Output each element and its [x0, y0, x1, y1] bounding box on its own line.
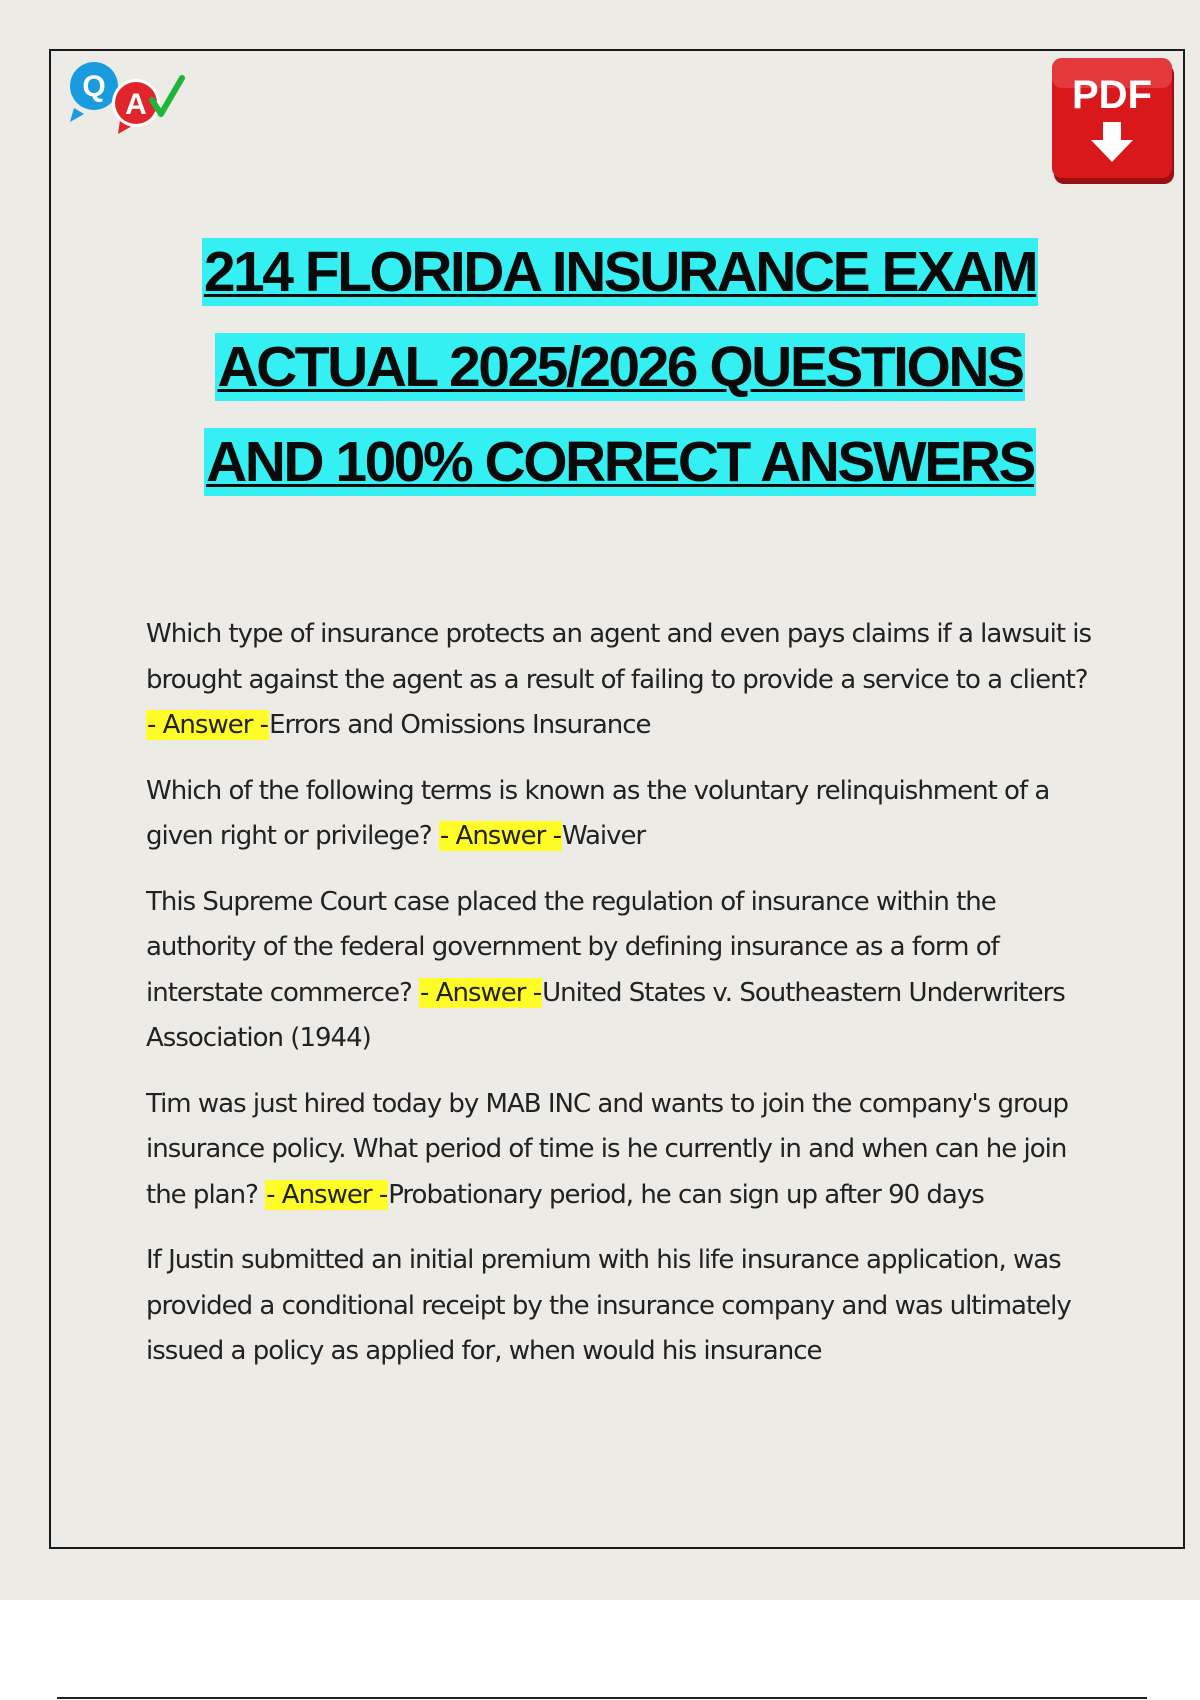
answer-marker: - Answer - [420, 977, 542, 1008]
logo-letter-a: A [125, 88, 147, 121]
question-text: If Justin submitted an initial premium with his life insurance application, was provided a conditional receipt by the insurance company and was ultimately issued a policy as applied for, when would his insurance [146, 1245, 1071, 1366]
question-text: This Supreme Court case placed the regulation of insurance within the authority of the federal government by defining insurance as a form of interstate commerce? [146, 886, 999, 1008]
question-text: Which type of insurance protects an agent and even pays claims if a lawsuit is brought against the agent as a result of failing to provide a service to a client? [146, 619, 1092, 695]
qa-item [146, 769, 1096, 860]
qa-chat-bubbles-icon [66, 56, 206, 136]
question-text: Which of the following terms is known as the voluntary relinquishment of a given right or privilege? [146, 775, 1050, 851]
pdf-label: PDF [1072, 73, 1152, 117]
bottom-divider [57, 1697, 1147, 1699]
answer-marker: - Answer - [147, 710, 269, 740]
answer-text: Errors and Omissions Insurance [269, 710, 651, 740]
answer-marker: - Answer - [439, 821, 561, 851]
qa-item [146, 1082, 1096, 1219]
answer-text: United States v. Southeastern Underwriters Association (1944) [146, 977, 1065, 1053]
document-title [0, 238, 1200, 496]
question-text: Tim was just hired today by MAB INC and wants to join the company's group insurance policy. What period of time is he currently in and when can he join the plan? [146, 1088, 1068, 1210]
qa-item [146, 1238, 1096, 1375]
logo-letter-q: Q [82, 70, 106, 103]
title-line: AND 100% CORRECT ANSWERS [206, 430, 1034, 494]
answer-text: Probationary period, he can sign up after 90 days [388, 1179, 984, 1210]
qa-item [146, 612, 1096, 749]
answer-text: Waiver [561, 821, 646, 851]
pdf-download-icon[interactable] [1050, 56, 1176, 186]
answer-marker: - Answer - [266, 1179, 388, 1210]
title-line: ACTUAL 2025/2026 QUESTIONS [217, 335, 1023, 399]
qa-item [146, 880, 1096, 1062]
title-line: 214 FLORIDA INSURANCE EXAM [203, 240, 1037, 304]
qa-list [146, 612, 1096, 1395]
